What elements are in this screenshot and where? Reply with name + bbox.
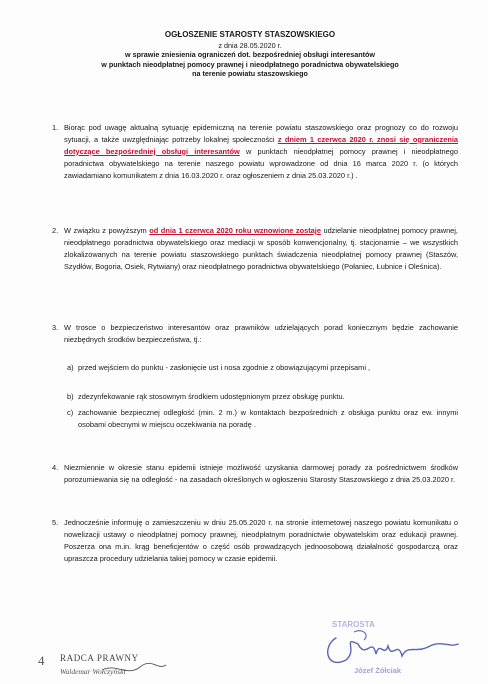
section-number: 2. xyxy=(52,226,59,235)
list-letter: b) xyxy=(67,392,74,401)
legal-advisor-stamp xyxy=(38,641,188,681)
list-item xyxy=(67,362,458,374)
signature-flourish xyxy=(354,631,366,640)
stamp-role: RADCA PRAWNY xyxy=(60,653,139,663)
page-mark: 4 xyxy=(38,653,45,668)
section-1 xyxy=(52,122,459,182)
section-text: Biorąc pod uwagę aktualną sytuację epidemiczną na terenie powiatu staszowskiego oraz prognozy co do rozwoju sytuacji, a także uwzględniając potrzeby lokalnej społeczności xyxy=(64,123,458,144)
section-text: W związku z powyższym xyxy=(64,226,150,235)
section-text: Jednocześnie informuję o zamieszczeniu w dniu 25.05.2020 r. na stronie internetowej naszego powiatu komunikatu o nowelizacji ustawy o nieodpłatnej pomocy prawnej, nieodpłatnym poradnictwie obywatelskim oraz edukacji prawnej. Poszerza ona m.in. krąg beneficjentów o część osób prowadzących jednoosobową działalność gospodarczą oraz upraszcza procedury udzielania takiej pomocy w czasie epidemii. xyxy=(64,518,458,563)
document-heading xyxy=(40,30,460,79)
stamp-role: STAROSTA xyxy=(332,620,375,629)
list-item-text: zdezynfekowanie rąk stosownym środkiem udostępnionym przez obsługę punktu. xyxy=(78,392,345,401)
section-4 xyxy=(52,462,458,486)
section-2 xyxy=(52,225,458,273)
announcement-date: z dnia 28.05.2020 r. xyxy=(218,40,282,50)
section-text: w punktach nieodpłatnej pomocy prawnej i nieodpłatnego poradnictwa obywatelskiego na terenie naszego powiatu wprowadzone od dnia 16 marca 2020 r. (o których zawiadamiano komunikatem z dnia 16.03.2020 r. oraz ogłoszeniem z dnia 25.03.2020 r.) . xyxy=(64,146,458,180)
highlighted-text: od dnia 1 czerwca 2020 roku wznowione zostaje xyxy=(149,226,321,235)
announcement-title: OGŁOSZENIE STAROSTY STASZOWSKIEGO xyxy=(164,30,336,39)
section-number: 5. xyxy=(52,518,59,527)
subject-line: na terenie powiatu staszowskiego xyxy=(192,69,308,79)
list-item xyxy=(67,407,458,431)
section-number: 4. xyxy=(52,463,59,472)
stamp-name: Józef Żółciak xyxy=(354,666,402,675)
list-letter: c) xyxy=(67,408,74,417)
section-3 xyxy=(52,322,458,346)
list-item-text: przed wejściem do punktu - zasłonięcie ust i nosa zgodnie z obowiązującymi przepisami , xyxy=(78,363,371,372)
stamp-name: Waldemar Wołczyński xyxy=(60,667,126,676)
section-text: udzielanie nieodpłatnej pomocy prawnej, nieodpłatnego poradnictwa obywatelskiego oraz mediacji w sposób konwencjonalny, tj. stacjonarnie – we wszystkich zlokalizowanych na terenie powiatu staszowskiego punktach świadczenia nieodpłatnej pomocy prawnej (Staszów, Szydłów, Bogoria, Osiek, Rytwiany) oraz nieodpłatnego poradnictwa obywatelskiego (Połaniec, Łubnice i Oleśnica). xyxy=(64,226,458,271)
list-letter: a) xyxy=(67,363,74,372)
section-5 xyxy=(52,517,458,565)
list-item-text: zachowanie bezpiecznej odległość (min. 2 m.) w kontaktach bezpośrednich z obsługa punktu oraz ew. innymi osobami obecnymi w miejscu oczekiwania na poradę . xyxy=(78,408,458,429)
section-number: 1. xyxy=(52,123,59,132)
subject-line: w sprawie zniesienia ograniczeń dot. bezpośredniej obsługi interesantów xyxy=(124,50,375,60)
list-item xyxy=(67,391,458,403)
starost-stamp xyxy=(318,610,468,680)
section-text: W trosce o bezpieczeństwo interesantów oraz prawników udzielających porad koniecznym będzie zachowanie niezbędnych środków bezpieczeństwa, tj.: xyxy=(64,323,458,344)
subject-line: w punktach nieodpłatnej pomocy prawnej i nieodpłatnego poradnictwa obywatelskiego xyxy=(101,59,399,69)
handwritten-signature xyxy=(328,638,458,662)
section-text: Niezmiennie w okresie stanu epidemii istnieje możliwość uzyskania darmowej porady za pośrednictwem środków porozumiewania się na odległość - na zasadach określonych w ogłoszeniu Starosty Staszowskiego z dnia 25.03.2020 r. xyxy=(64,463,458,484)
highlighted-text: z dniem 1 czerwca 2020 r. znosi się ograniczenia dotyczące bezpośredniej obsługi interesantów xyxy=(64,134,459,156)
section-number: 3. xyxy=(52,323,59,332)
